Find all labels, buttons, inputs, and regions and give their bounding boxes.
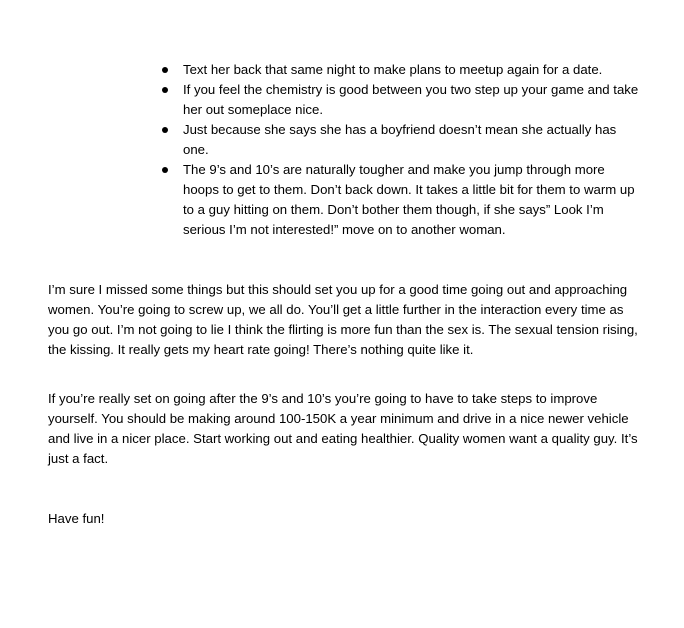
bullet-item (162, 160, 642, 240)
bullet-text: Text her back that same night to make plans to meetup again for a date. (183, 62, 603, 77)
body-paragraph-2: If you’re really set on going after the 9’s and 10’s you’re going to have to take steps to improve yourself. You should be making around 100-150K a year minimum and drive in a nice newer vehicle and live in a nicer place. Start working out and eating healthier. Quality women want a quality guy. It’s just a fact. (48, 391, 638, 466)
bullet-text: If you feel the chemistry is good between you two step up your game and take her out someplace nice. (183, 82, 639, 117)
bullet-icon (162, 67, 168, 73)
bullet-icon (162, 87, 168, 93)
closing-line: Have fun! (48, 511, 105, 526)
bullet-icon (162, 167, 168, 173)
bullet-text: The 9’s and 10’s are naturally tougher and make you jump through more hoops to get to them. Don’t back down. It takes a little bit for them to warm up to a guy hitting on them. Don’t bother them though, if she says” Look I’m serious I’m not interested!” move on to another woman. (183, 162, 635, 237)
bullet-text: Just because she says she has a boyfriend doesn’t mean she actually has one. (183, 122, 617, 157)
bullet-item (162, 60, 642, 80)
bullet-icon (162, 127, 168, 133)
bullet-item (162, 80, 642, 120)
bullet-list (162, 60, 642, 240)
bullet-item (162, 120, 642, 160)
body-paragraph-1: I’m sure I missed some things but this should set you up for a good time going out and approaching women. You’re going to screw up, we all do. You’ll get a little further in the interaction every time as you go out. I’m not going to lie I think the flirting is more fun than the sex is. The sexual tension rising, the kissing. It really gets my heart rate going! There’s nothing quite like it. (48, 282, 638, 357)
